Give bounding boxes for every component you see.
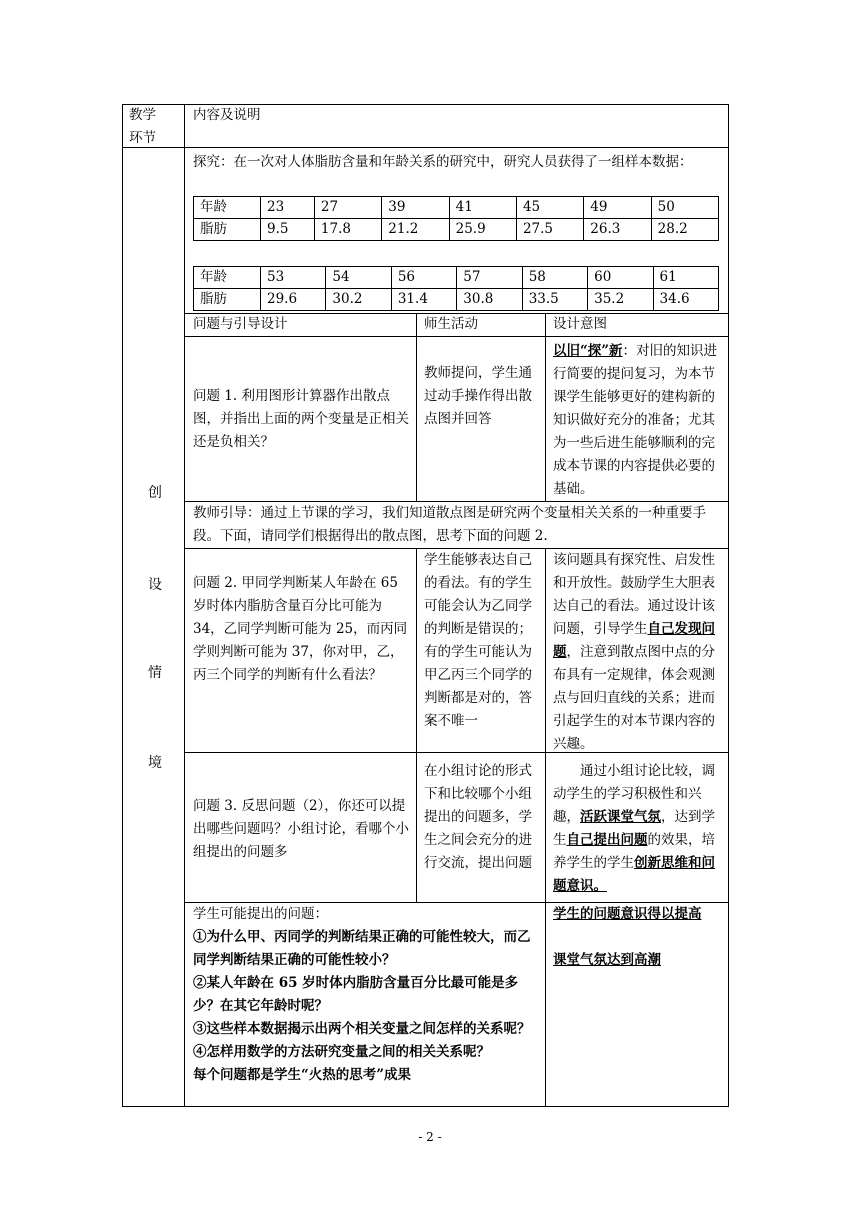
- student-intent-2: 课堂气氛达到高潮: [553, 952, 661, 968]
- header-col1: 教学 环节: [129, 107, 156, 146]
- q1-intent: [553, 340, 723, 501]
- q2-intent-highlight: 自己发现问题: [553, 621, 715, 660]
- section-label-3: 情: [148, 665, 162, 681]
- table-cell: 56: [391, 267, 456, 289]
- table-cell: 30.8: [457, 289, 522, 311]
- student-questions-title: 学生可能提出的问题：: [193, 906, 328, 922]
- table-cell: 27: [314, 197, 381, 219]
- col-header-intent: 设计意图: [553, 316, 607, 332]
- teacher-guide: 教师引导：通过上节课的学习，我们知道散点图是研究两个变量相关关系的一种重要手段。下面，请同学们根据得出的散点图，思考下面的问题 2.: [193, 505, 706, 544]
- table-row: [194, 219, 719, 241]
- table-cell: 34.6: [653, 289, 718, 311]
- table-cell: 31.4: [391, 289, 456, 311]
- table-cell: 41: [449, 197, 516, 219]
- section-label-4: 境: [148, 755, 162, 771]
- table-row: [194, 267, 719, 289]
- table-cell: 脂肪: [194, 289, 261, 311]
- table-cell: 50: [651, 197, 718, 219]
- table-cell: 45: [516, 197, 583, 219]
- q2-intent-text-b: ，注意到散点图中点的分布具有一定规律，体会观测点与回归直线的关系；进而引起学生的对本节课内容的兴趣。: [553, 644, 715, 752]
- q3-intent-text-a: 通过小组讨论比较，调动学生的学习积极性和兴趣，: [553, 763, 715, 825]
- table-cell: 9.5: [261, 219, 315, 241]
- table-cell: 49: [584, 197, 651, 219]
- table-cell: 年龄: [194, 267, 261, 289]
- table-row: [194, 197, 719, 219]
- q3-activity: 在小组讨论的形式下和比较哪个小组提出的问题多，学生之间会充分的进行交流，提出问题: [424, 763, 532, 871]
- table-cell: 23: [261, 197, 315, 219]
- q3-intent-text-c: ，达到学生: [553, 809, 715, 848]
- table-cell: 61: [653, 267, 718, 289]
- section-label-1: 创: [148, 485, 162, 501]
- page-number: - 2 -: [418, 1130, 442, 1144]
- table-cell: 53: [261, 267, 326, 289]
- student-question-item: ①为什么甲、丙同学的判断结果正确的可能性较大，而乙同学判断结果正确的可能性较小？: [193, 929, 531, 968]
- q2-intent: [553, 549, 723, 756]
- table-cell: 35.2: [588, 289, 653, 311]
- table-cell: 28.2: [651, 219, 718, 241]
- table-cell: 54: [326, 267, 391, 289]
- section-label-2: 设: [148, 577, 162, 593]
- data-table-1: [193, 196, 719, 241]
- q3-intent-highlight-2: 自己提出问题: [566, 832, 648, 848]
- table-cell: 脂肪: [194, 219, 261, 241]
- q1-intent-text: ：对旧的知识进行简要的提问复习，为本节课学生能够更好的建构新的知识做好充分的准备；尤其为一些后进生能够顺利的完成本节课的内容提供必要的基础。: [553, 343, 718, 497]
- col-header-question: 问题与引导设计: [193, 316, 288, 332]
- q3-intent-text-d: 的效果，培养学生的学生: [553, 832, 715, 871]
- student-question-item: ②某人年龄在 65 岁时体内脂肪含量百分比最可能是多少？在其它年龄时呢？: [193, 975, 519, 1014]
- table-cell: 27.5: [516, 219, 583, 241]
- table-cell: 年龄: [194, 197, 261, 219]
- table-cell: 21.2: [382, 219, 449, 241]
- q1-question: 问题 1. 利用图形计算器作出散点图，并指出上面的两个变量是正相关还是负相关？: [193, 388, 409, 450]
- data-table-2: [193, 266, 719, 311]
- q2-activity: 学生能够表达自己的看法。有的学生可能会认为乙同学的判断是错误的；有的学生可能认为甲乙丙三个同学的判断都是对的，答案不唯一: [424, 552, 532, 729]
- table-row: [194, 289, 719, 311]
- explore-intro: 探究：在一次对人体脂肪含量和年龄关系的研究中，研究人员获得了一组样本数据：: [193, 154, 693, 170]
- q2-question: 问题 2. 甲同学判断某人年龄在 65 岁时体内脂肪含量百分比可能为 34，乙同学判断可能为 25，而丙同学则判断可能为 37，你对甲，乙，丙三个同学的判断有什么看法？: [193, 575, 408, 683]
- header-col2: 内容及说明: [193, 107, 261, 123]
- table-cell: 39: [382, 197, 449, 219]
- table-cell: 33.5: [522, 289, 587, 311]
- table-cell: 29.6: [261, 289, 326, 311]
- table-cell: 25.9: [449, 219, 516, 241]
- q3-intent-highlight-3: 创新思维和问题意识。: [553, 855, 715, 894]
- table-cell: 60: [588, 267, 653, 289]
- q1-intent-highlight: 以旧“探”新: [553, 343, 623, 359]
- col-header-activity: 师生活动: [424, 316, 478, 332]
- table-cell: 17.8: [314, 219, 381, 241]
- student-question-item: ③这些样本数据揭示出两个相关变量之间怎样的关系呢？: [193, 1021, 531, 1037]
- table-cell: 57: [457, 267, 522, 289]
- student-question-item: ④怎样用数学的方法研究变量之间的相关关系呢？: [193, 1044, 490, 1060]
- table-cell: 26.3: [584, 219, 651, 241]
- q3-intent: [553, 760, 723, 898]
- q1-activity: 教师提问，学生通过动手操作得出散点图并回答: [424, 365, 532, 427]
- student-intent-1: 学生的问题意识得以提高: [553, 906, 702, 922]
- student-questions: [193, 903, 541, 1087]
- table-cell: 30.2: [326, 289, 391, 311]
- table-cell: 58: [522, 267, 587, 289]
- student-question-item: 每个问题都是学生“火热的思考”成果: [193, 1067, 412, 1083]
- q3-intent-highlight-1: 活跃课堂气氛: [580, 809, 661, 825]
- q2-intent-text-a: 该问题具有探究性、启发性和开放性。鼓励学生大胆表达自己的看法。通过设计该问题，引导学生: [553, 552, 715, 637]
- q3-question: 问题 3. 反思问题（2），你还可以提出哪些问题吗？小组讨论，看哪个小组提出的问题多: [193, 798, 409, 860]
